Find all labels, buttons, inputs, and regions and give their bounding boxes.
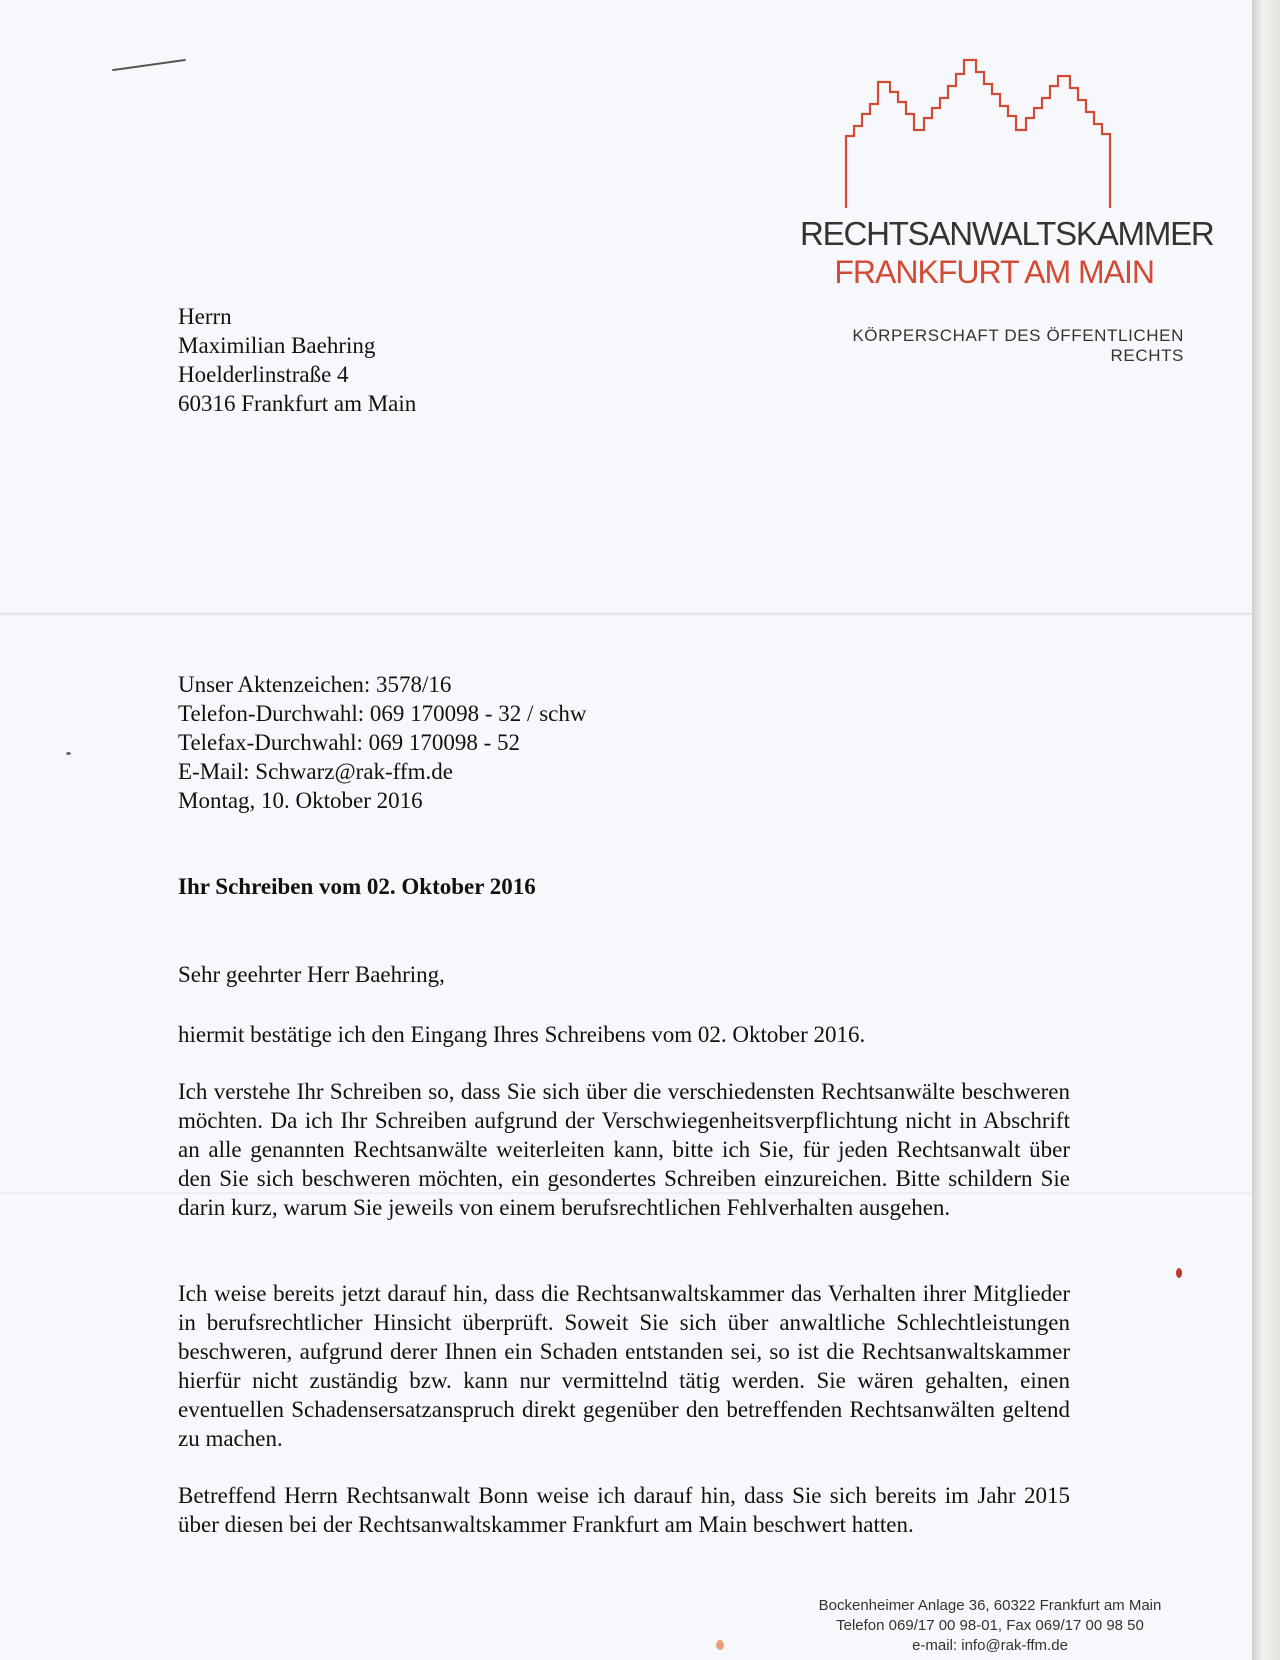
paragraph: Ich verstehe Ihr Schreiben so, dass Sie sich über die verschiedensten Rechtsanwälte beschweren möchten. Da ich Ihr Schreiben aufgrund der Verschwiegenheitsverpflichtung nicht in Abschrift an alle genannten Rechtsanwälte weiterleiten kann, bitte ich Sie, für jeden Rechtsanwalt über den Sie sich beschweren möchten, ein gesondertes Schreiben einzureichen. Bitte schildern Sie darin kurz, warum Sie jeweils von einem berufsrechtlichen Fehlverhalten ausgehen. <box>178 1079 1070 1220</box>
paper-speck <box>716 1640 724 1650</box>
telefax-durchwahl: Telefax-Durchwahl: 069 170098 - 52 <box>178 730 521 755</box>
pen-mark <box>112 59 186 71</box>
org-name: RECHTSANWALTSKAMMER <box>800 215 1214 252</box>
email-line: E-Mail: Schwarz@rak-ffm.de <box>178 759 453 784</box>
recipient-street: Hoelderlinstraße 4 <box>178 362 349 387</box>
org-city: FRANKFURT AM MAIN <box>834 254 1154 290</box>
aktenzeichen: Unser Aktenzeichen: 3578/16 <box>178 672 452 697</box>
footer-phone: Telefon 069/17 00 98-01, Fax 069/17 00 98 50 <box>836 1617 1144 1634</box>
recipient-address <box>178 302 416 418</box>
paragraph: hiermit bestätige ich den Eingang Ihres Schreibens vom 02. Oktober 2016. <box>178 1022 866 1047</box>
recipient-name: Maximilian Baehring <box>178 333 376 358</box>
rooftops-logo-icon <box>820 56 1160 212</box>
subject-line: Ihr Schreiben vom 02. Oktober 2016 <box>178 874 536 899</box>
recipient-city: 60316 Frankfurt am Main <box>178 391 417 416</box>
telefon-durchwahl: Telefon-Durchwahl: 069 170098 - 32 / schw <box>178 701 587 726</box>
scan-edge <box>1252 0 1280 1660</box>
greeting: Sehr geehrter Herr Baehring, <box>178 962 445 987</box>
reference-block <box>178 670 586 815</box>
org-subtitle: KÖRPERSCHAFT DES ÖFFENTLICHEN RECHTS <box>852 326 1184 365</box>
footer-email: e-mail: info@rak-ffm.de <box>912 1637 1068 1654</box>
recipient-salutation: Herrn <box>178 304 232 329</box>
footer-address: Bockenheimer Anlage 36, 60322 Frankfurt am Main <box>818 1597 1162 1614</box>
paragraph: Ich weise bereits jetzt darauf hin, dass die Rechtsanwaltskammer das Verhalten ihrer Mitglieder in berufsrechtlicher Hinsicht überprüft. Soweit Sie sich über anwaltliche Schlechtleistungen beschweren, aufgrund derer Ihnen ein Schaden entstanden sei, so ist die Rechtsanwaltskammer hierfür nicht zuständig bzw. kann nur vermittelnd tätig werden. Sie wären gehalten, einen eventuellen Schadensersatzanspruch direkt gegenüber den betreffenden Rechtsanwälten geltend zu machen. <box>178 1281 1070 1451</box>
paper-speck <box>66 752 71 755</box>
letter-date: Montag, 10. Oktober 2016 <box>178 788 423 813</box>
paragraph: Betreffend Herrn Rechtsanwalt Bonn weise ich darauf hin, dass Sie sich bereits im Jahr 2015 über diesen bei der Rechtsanwaltskammer Frankfurt am Main beschwert hatten. <box>178 1483 1070 1537</box>
paper-speck <box>1176 1268 1182 1278</box>
paper-fold <box>0 612 1252 616</box>
footer <box>760 1596 1180 1656</box>
